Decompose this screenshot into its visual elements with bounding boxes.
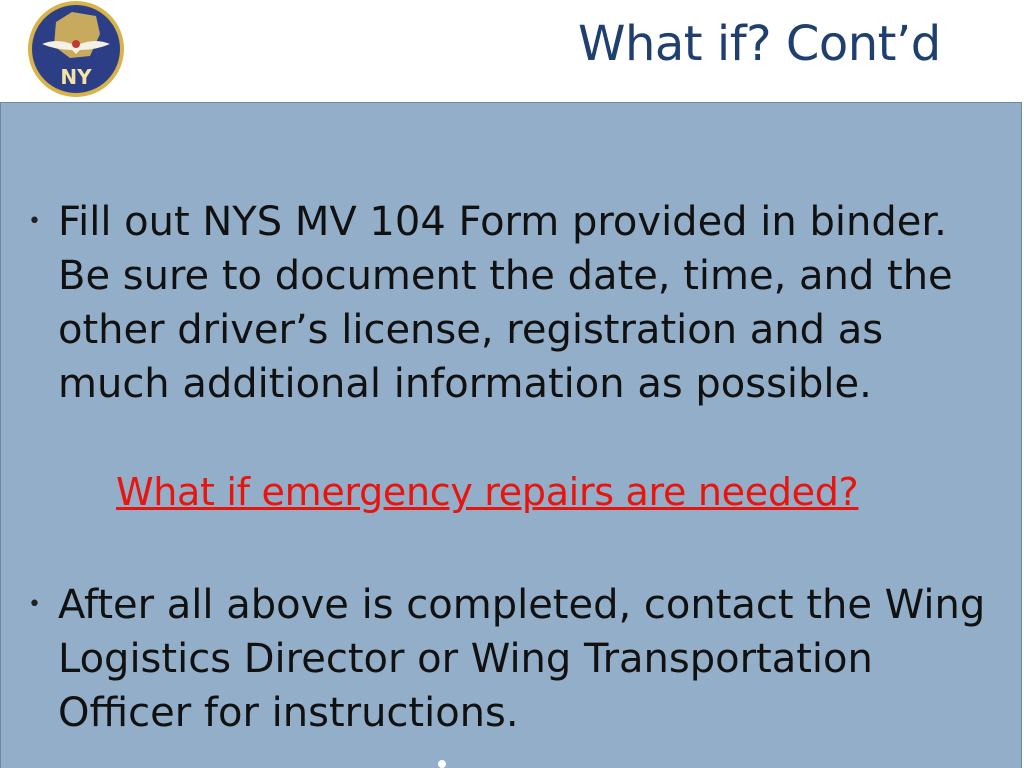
bullet-item-mv104 (28, 195, 988, 411)
bullet1-line-4: much additional information as possible. (58, 361, 872, 407)
bullet1-line-1: Fill out NYS MV 104 Form provided in binder. (58, 199, 947, 245)
bullet1-line-3: other driver’s license, registration and as (58, 307, 884, 353)
page-title: What if? Cont’d (578, 16, 941, 72)
decorative-dot (438, 760, 446, 768)
bullet-icon: • (28, 592, 41, 617)
logo-text: NY (60, 65, 92, 89)
bullet1-line-2: Be sure to document the date, time, and the (58, 253, 953, 299)
bullet2-line-3: Officer for instructions. (58, 690, 519, 736)
bullet-item-contact (28, 578, 988, 740)
bullet2-line-2: Logistics Director or Wing Transportation (58, 636, 873, 682)
bullet-icon: • (28, 209, 41, 234)
ny-wing-logo (26, 0, 132, 102)
bullet2-line-1: After all above is completed, contact the Wing (58, 582, 986, 628)
emergency-repairs-question: What if emergency repairs are needed? (116, 470, 859, 514)
